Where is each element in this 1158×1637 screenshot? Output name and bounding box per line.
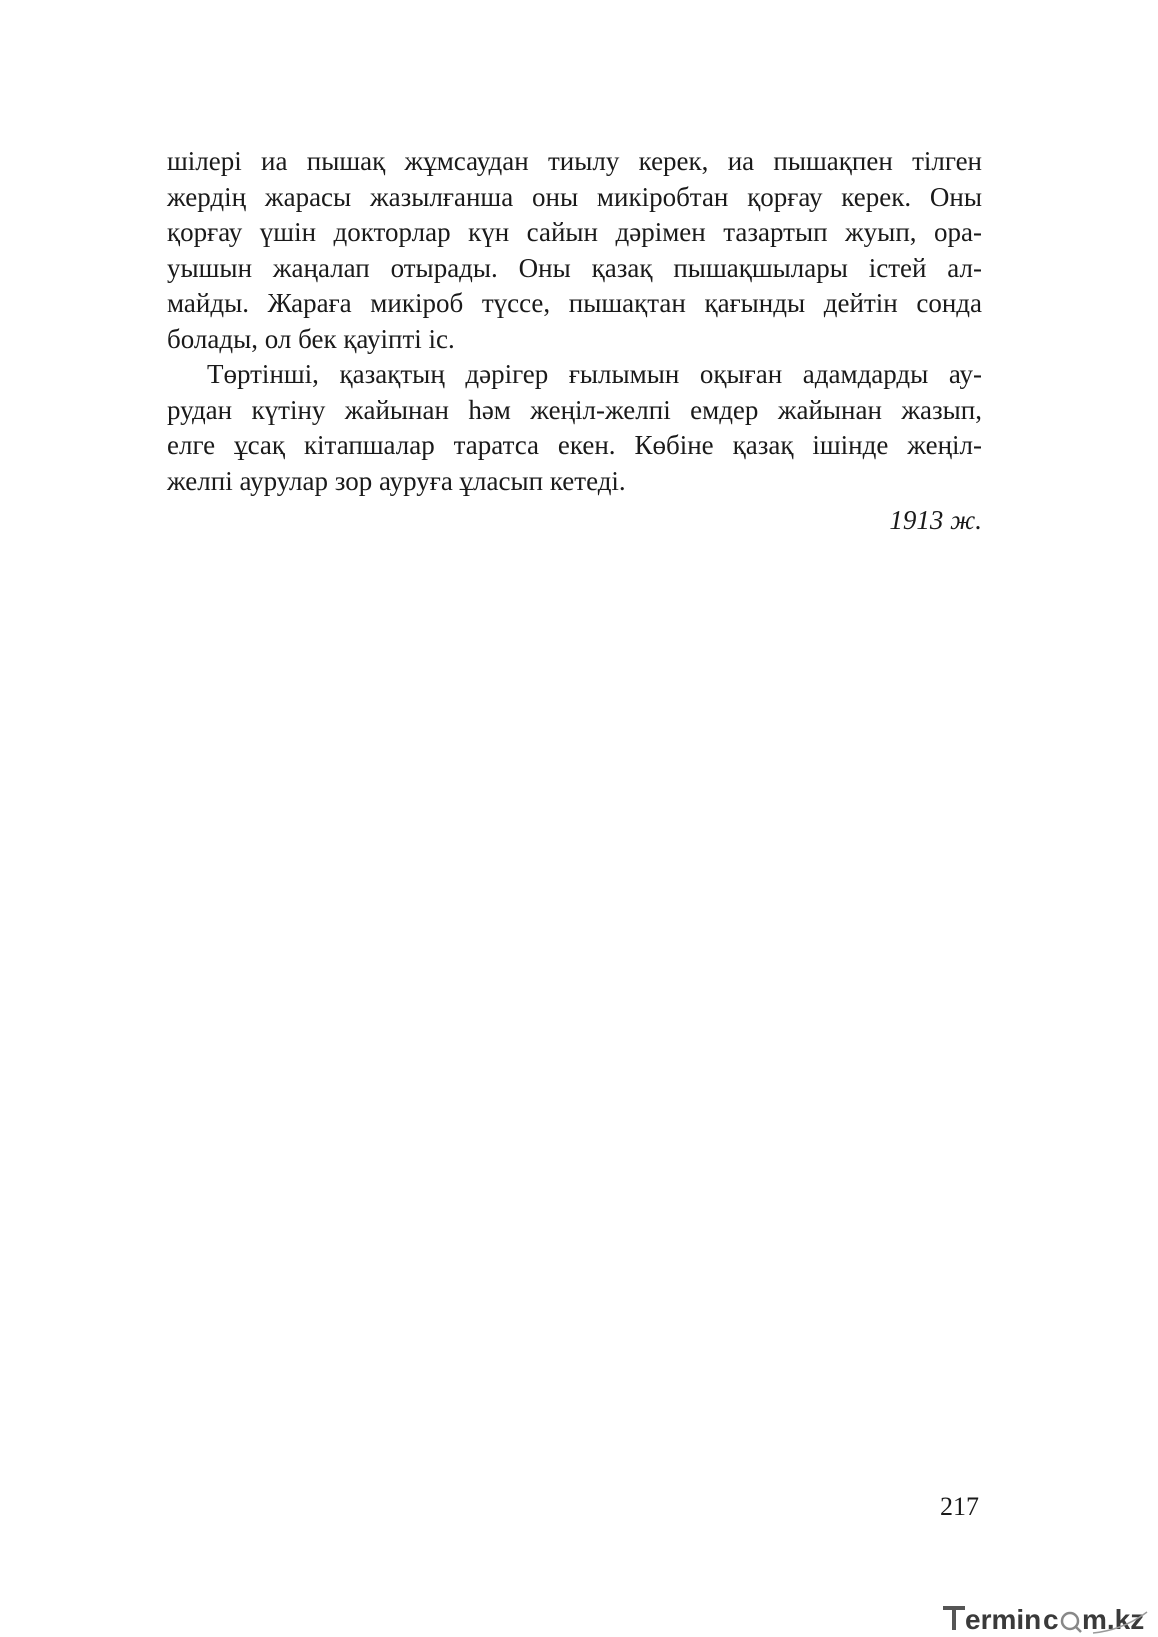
text-line: болады, ол бек қауіпті іс. [167,323,455,354]
text-line: майды. Жараға микіроб түссе, пышақтан қағынды дейтін сонда [167,288,982,318]
svg-text:ermin: ermin [965,1604,1042,1634]
watermark-logo [943,1600,1148,1634]
svg-text:m.kz: m.kz [1082,1604,1145,1634]
body-text [167,144,982,499]
text-line: Төртінші, қазақтың дәрігер ғылымын оқыған адамдарды ау- [207,359,982,389]
text-line: рудан күтіну жайынан һәм жеңіл-желпі емдер жайынан жазып, [167,394,982,425]
text-line: желпі аурулар зор ауруға ұласып кетеді. [167,465,626,496]
termincom-logo-icon [943,1600,1148,1634]
page-number: 217 [940,1492,979,1521]
svg-text:c: c [1043,1604,1059,1634]
text-line: қорғау үшін докторлар күн сайын дәрімен тазартып жуып, ора- [167,217,982,247]
text-line: елге ұсақ кітапшалар таратса екен. Көбіне қазақ ішінде жеңіл- [167,430,982,460]
date-signature: 1913 ж. [889,505,982,535]
text-line: уышын жаңалап отырады. Оны қазақ пышақшылары істей ал- [167,252,982,283]
text-line: жердің жарасы жазылғанша оны микіробтан қорғау керек. Оны [167,181,982,212]
text-line: шілері иа пышақ жұмсаудан тиылу керек, иа пышақпен тілген [167,146,982,176]
